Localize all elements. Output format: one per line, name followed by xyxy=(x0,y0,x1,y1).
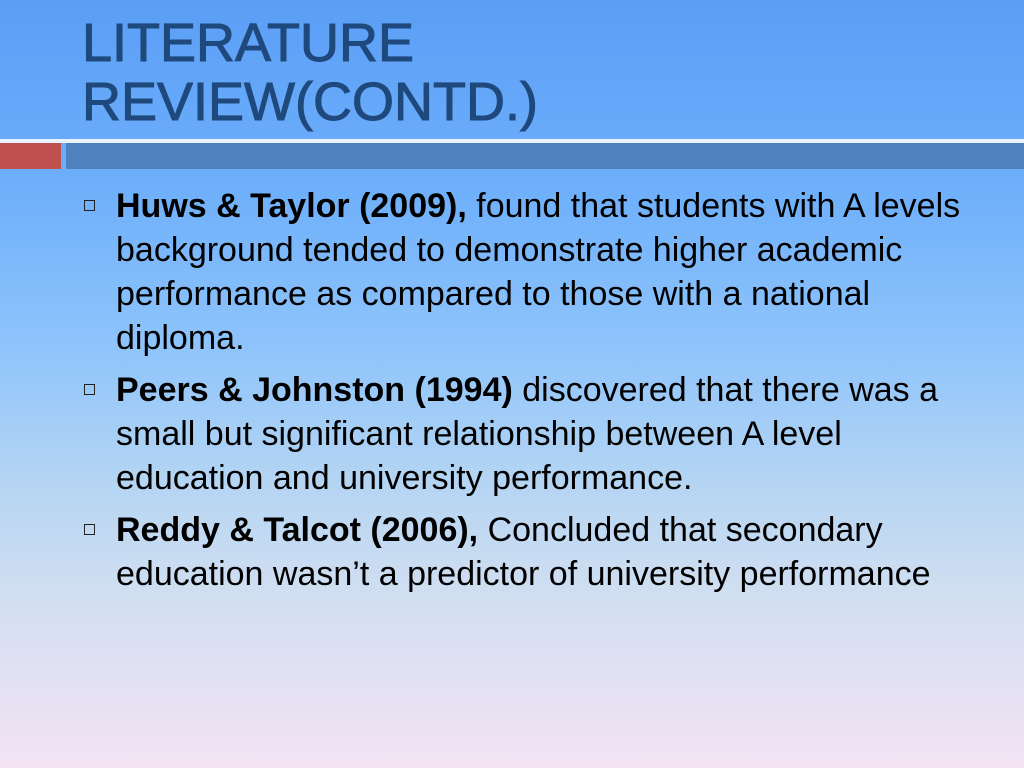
title-accent-bar-red xyxy=(0,143,61,169)
hollow-square-bullet-icon xyxy=(84,384,95,395)
slide-title-line-2: REVIEW(CONTD.) xyxy=(82,72,538,133)
citation-label: Reddy & Talcot (2006), xyxy=(116,511,479,549)
bullet-text: found that students with A levels background tended to demonstrate higher academic performance as compared to those with a national diploma. xyxy=(116,187,961,357)
citation-label: Peers & Johnston (1994) xyxy=(116,371,513,409)
hollow-square-bullet-icon xyxy=(84,524,95,535)
citation-label: Huws & Taylor (2009), xyxy=(116,187,467,225)
bullet-text: discovered that there was a small but significant relationship between A level education and university performance. xyxy=(116,371,939,497)
bullet-item-huws-taylor xyxy=(80,184,980,360)
slide-title-line-1: LITERATURE xyxy=(82,13,415,73)
bullet-item-peers-johnston xyxy=(80,368,980,500)
bullet-list xyxy=(80,184,980,604)
title-accent-bar-blue xyxy=(66,143,1024,169)
bullet-text: Concluded that secondary education wasn’t a predictor of university performance xyxy=(116,511,931,593)
bullet-item-reddy-talcot xyxy=(80,508,980,596)
hollow-square-bullet-icon xyxy=(84,200,95,211)
slide-title xyxy=(82,14,982,133)
